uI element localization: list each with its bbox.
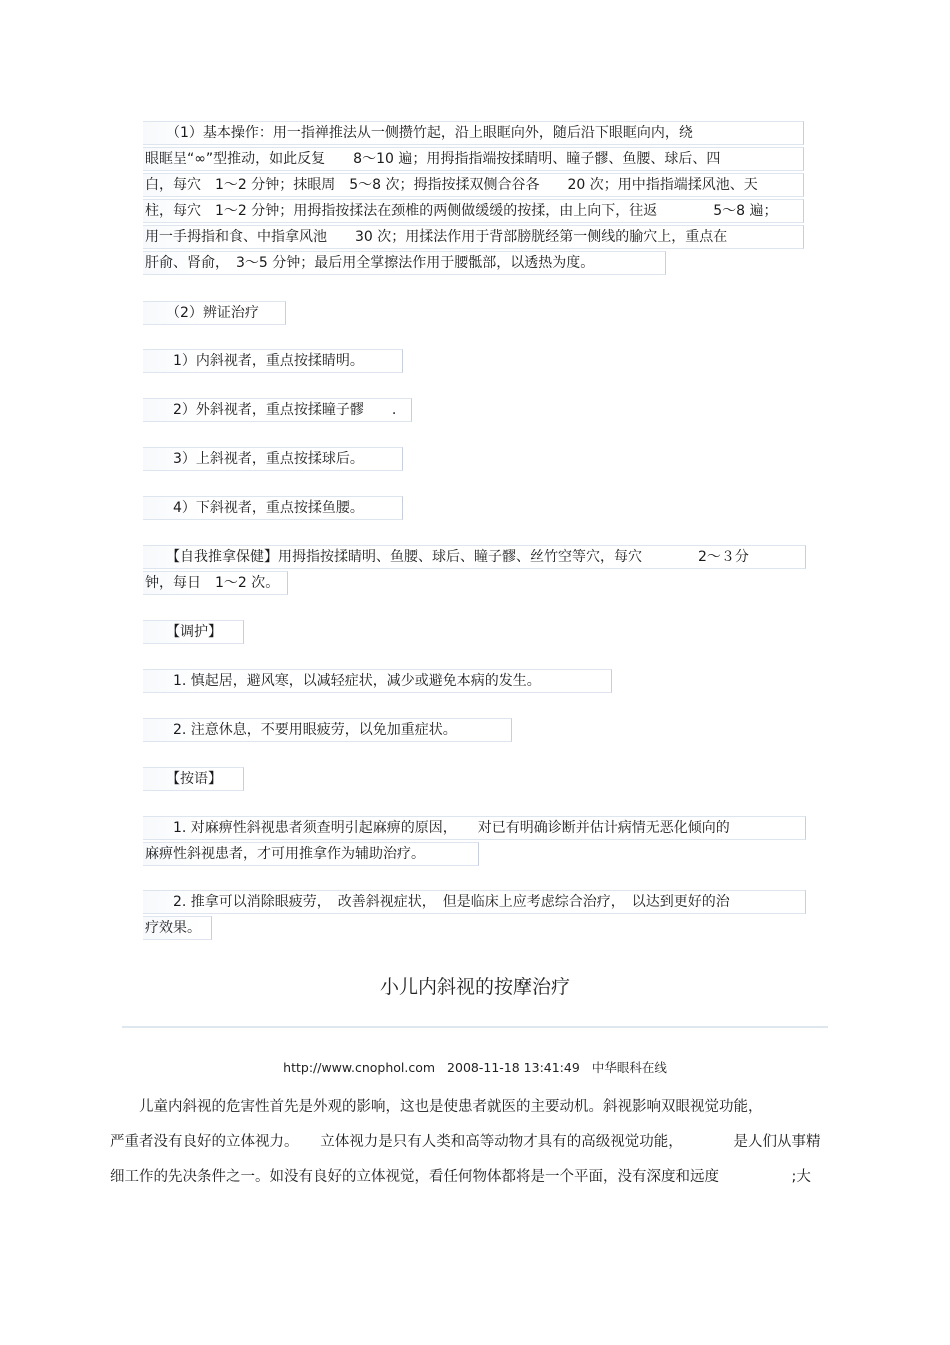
basic-op-line-3: 白，每穴 1～2 分钟；抹眼周 5～8 次；拇指按揉双侧合谷各 20 次；用中指指端揉风池、天 [143,173,804,197]
diagnosis-item-4: 4）下斜视者，重点按揉鱼腰。 [143,496,403,520]
article-meta [0,1058,950,1078]
article-body-line-2: 严重者没有良好的立体视力。 立体视力是只有人类和高等动物才具有的高级视觉功能， 是人们从事精 [110,1134,821,1150]
diagnosis-item-1: 1）内斜视者，重点按揉睛明。 [143,349,403,373]
title-divider [122,1026,828,1028]
article-body-line-3: 细工作的先决条件之一。如没有良好的立体视觉，看任何物体都将是一个平面，没有深度和远度 ;大 [110,1169,811,1185]
note-2-line-1: 2. 推拿可以消除眼疲劳， 改善斜视症状， 但是临床上应考虑综合治疗， 以达到更好的治 [143,890,806,914]
note-1-line-1: 1. 对麻痹性斜视患者须查明引起麻痹的原因， 对已有明确诊断并估计病情无恶化倾向的 [143,816,806,840]
care-heading: 【调护】 [143,620,244,644]
basic-op-line-6: 肝俞、肾俞， 3～5 分钟；最后用全掌擦法作用于腰骶部，以透热为度。 [143,251,666,275]
self-care-line-1: 【自我推拿保健】用拇指按揉睛明、鱼腰、球后、瞳子髎、丝竹空等穴，每穴 2～３分 [143,545,806,569]
basic-op-line-5: 用一手拇指和食、中指拿风池 30 次；用揉法作用于背部膀胱经第一侧线的腧穴上，重点在 [143,225,804,249]
note-2-line-2: 疗效果。 [143,916,212,940]
article-source: 中华眼科在线 [591,1060,667,1075]
diagnosis-item-2: 2）外斜视者，重点按揉瞳子髎 . [143,398,412,422]
care-item-2: 2. 注意休息，不要用眼疲劳，以免加重症状。 [143,718,512,742]
article-url[interactable]: http://www.cnophol.com [283,1060,436,1075]
basic-op-line-1: （1）基本操作：用一指禅推法从一侧攒竹起，沿上眼眶向外，随后沿下眼眶向内，绕 [143,121,804,145]
note-heading: 【按语】 [143,767,244,791]
basic-op-line-2: 眼眶呈“∞”型推动，如此反复 8～10 遍；用拇指指端按揉睛明、瞳子髎、鱼腰、球后、四 [143,147,804,171]
note-1-line-2: 麻痹性斜视患者，才可用推拿作为辅助治疗。 [143,842,479,866]
care-item-1: 1. 慎起居，避风寒，以减轻症状，减少或避免本病的发生。 [143,669,612,693]
article-datetime: 2008-11-18 13:41:49 [447,1060,580,1075]
article-body-line-1: 儿童内斜视的危害性首先是外观的影响，这也是使患者就医的主要动机。斜视影响双眼视觉功能， [110,1099,763,1115]
diagnosis-item-3: 3）上斜视者，重点按揉球后。 [143,447,403,471]
article-title: 小儿内斜视的按摩治疗 [379,976,570,998]
basic-op-line-4: 柱，每穴 1～2 分钟；用拇指按揉法在颈椎的两侧做缓缓的按揉，由上向下，往返 5～8 遍； [143,199,804,223]
self-care-line-2: 钟，每日 1～2 次。 [143,571,288,595]
diagnosis-heading: （2）辨证治疗 [143,301,286,325]
